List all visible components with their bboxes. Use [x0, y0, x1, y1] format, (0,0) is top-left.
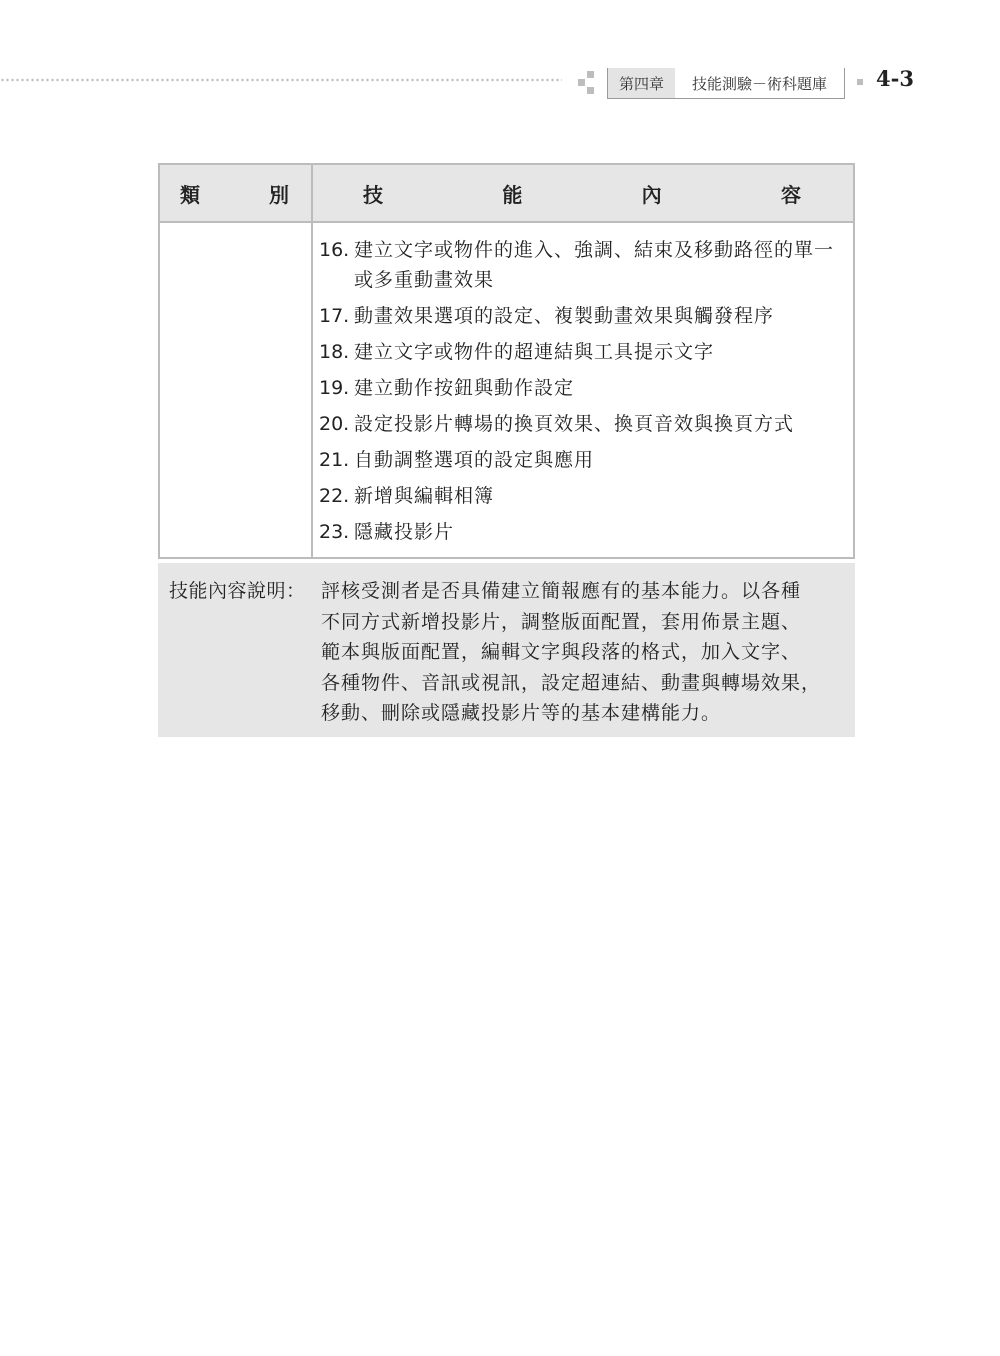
- skill-description-box: [158, 563, 855, 737]
- decor-square: [857, 79, 863, 85]
- list-item: [319, 235, 843, 295]
- table-header-row: [159, 164, 854, 222]
- list-item: [319, 517, 843, 547]
- description-line: 移動、刪除或隱藏投影片等的基本建構能力。: [321, 702, 722, 724]
- chapter-tab: [607, 68, 845, 99]
- table-row: [159, 222, 854, 558]
- content-header: [312, 164, 854, 222]
- category-cell: [159, 222, 312, 558]
- item-number: 20.: [319, 413, 350, 435]
- content-header-char: 內: [641, 182, 662, 207]
- item-number: 17.: [319, 305, 350, 327]
- category-header-char: 類: [180, 182, 200, 207]
- item-text: 建立動作按鈕與動作設定: [354, 377, 575, 399]
- skill-list: [313, 223, 853, 557]
- description-line: 各種物件、音訊或視訊，設定超連結、動畫與轉場效果，: [321, 671, 822, 694]
- item-number: 19.: [319, 377, 350, 399]
- description-line: 範本與版面配置，編輯文字與段落的格式，加入文字、: [321, 641, 802, 663]
- description-body: [321, 576, 845, 737]
- chapter-title: 技能測驗－術科題庫: [675, 68, 844, 98]
- category-header-char: 別: [269, 182, 289, 207]
- dotted-rule: [0, 78, 562, 82]
- page-number: 4-3: [876, 66, 914, 91]
- list-item: [319, 409, 843, 439]
- category-header: [159, 164, 312, 222]
- item-text: 動畫效果選項的設定、複製動畫效果與觸發程序: [354, 305, 775, 327]
- list-item: [319, 481, 843, 511]
- content-cell: [312, 222, 854, 558]
- item-number: 23.: [319, 521, 350, 543]
- description-line: 不同方式新增投影片，調整版面配置，套用佈景主題、: [321, 610, 802, 633]
- list-item: [319, 373, 843, 403]
- list-item: [319, 301, 843, 331]
- item-text: 建立文字或物件的進入、強調、結束及移動路徑的單一或多重動畫效果: [354, 239, 835, 291]
- item-text: 設定投影片轉場的換頁效果、換頁音效與換頁方式: [354, 413, 795, 435]
- decor-square: [587, 71, 594, 78]
- item-text: 隱藏投影片: [354, 521, 455, 543]
- decor-square: [587, 87, 594, 94]
- list-item: [319, 445, 843, 475]
- content-header-char: 容: [780, 182, 801, 207]
- item-number: 21.: [319, 449, 350, 471]
- chapter-label: 第四章: [608, 68, 675, 98]
- skills-table: [158, 163, 855, 559]
- content-header-char: 能: [502, 182, 523, 207]
- item-number: 16.: [319, 239, 350, 261]
- item-number: 18.: [319, 341, 350, 363]
- description-label: 技能內容說明：: [169, 580, 306, 602]
- item-text: 自動調整選項的設定與應用: [354, 449, 595, 471]
- decor-square: [578, 79, 585, 86]
- description-line: 評核受測者是否具備建立簡報應有的基本能力。以各種: [321, 580, 802, 602]
- item-number: 22.: [319, 485, 350, 507]
- list-item: [319, 337, 843, 367]
- item-text: 建立文字或物件的超連結與工具提示文字: [354, 341, 715, 363]
- content-header-char: 技: [363, 182, 383, 207]
- page-header: [0, 0, 1000, 110]
- item-text: 新增與編輯相簿: [354, 485, 495, 507]
